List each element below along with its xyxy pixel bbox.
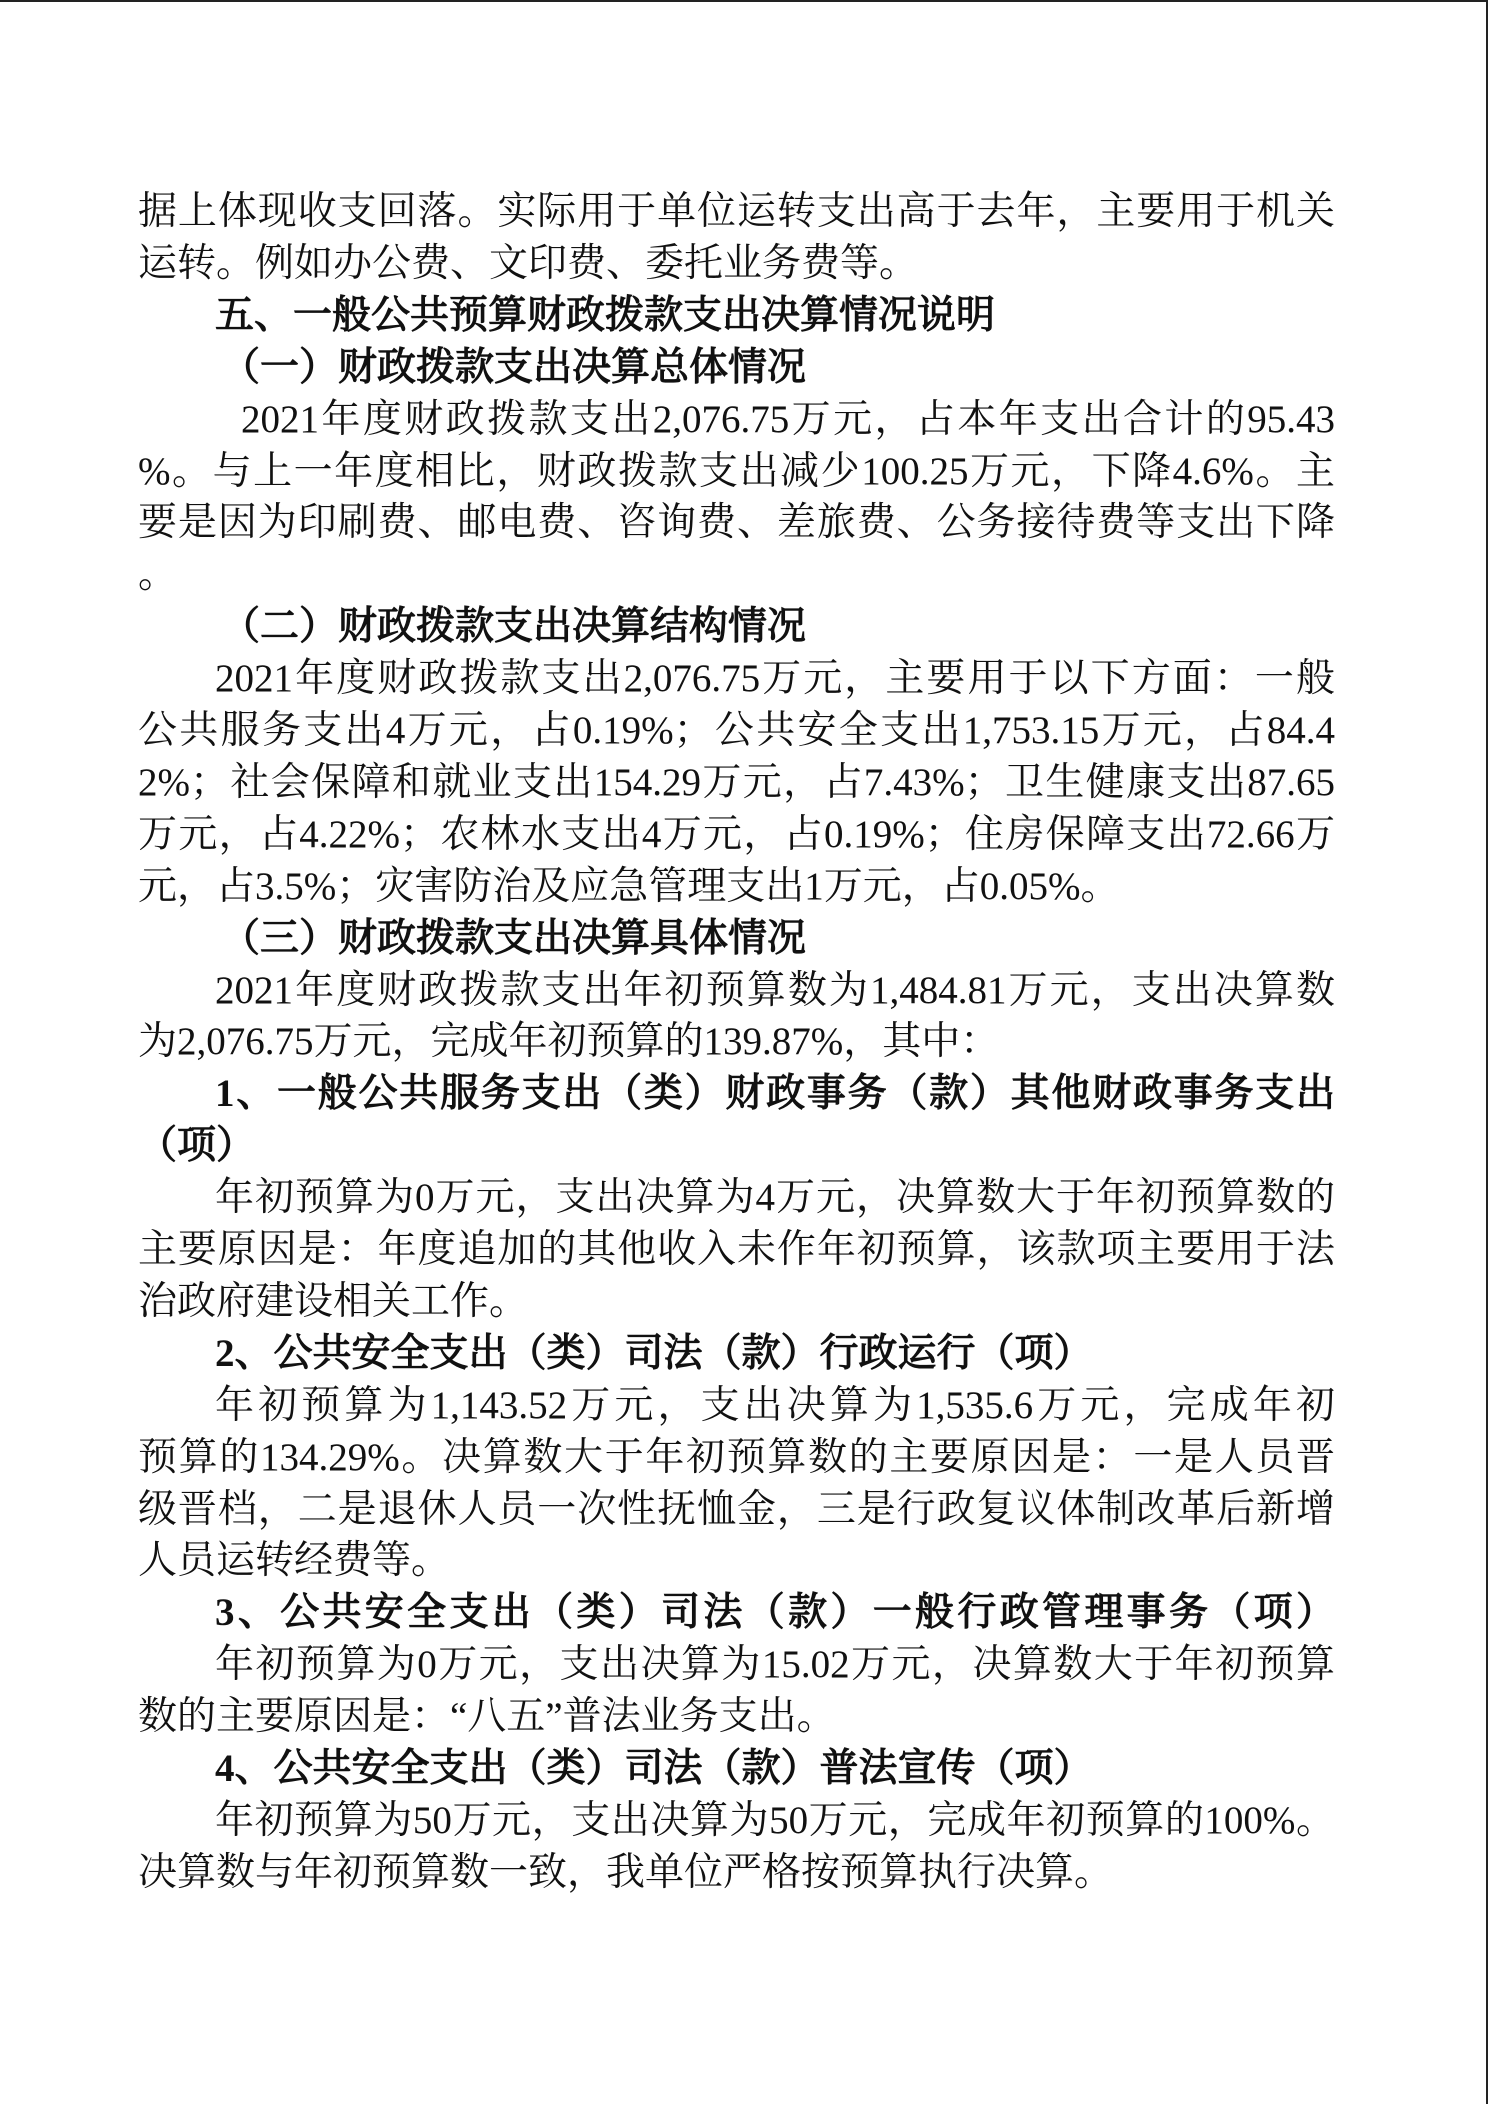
section-heading: （一）财政拨款支出决算总体情况 (221, 345, 807, 389)
paragraph-line: 元，占3.5%；灾害防治及应急管理支出1万元，占0.05%。 (138, 864, 1120, 908)
section-heading: （二）财政拨款支出决算结构情况 (221, 605, 807, 649)
paragraph-line: 万元，占4.22%；农林水支出4万元，占0.19%；住房保障支出72.66万 (138, 812, 1335, 856)
paragraph-line: 治政府建设相关工作。 (138, 1279, 529, 1323)
paragraph-line: 预算的134.29%。决算数大于年初预算数的主要原因是：一是人员晋 (138, 1435, 1335, 1479)
paragraph-line: 年初预算为1,143.52万元，支出决算为1,535.6万元，完成年初 (215, 1383, 1335, 1427)
section-heading: （项） (138, 1124, 256, 1168)
section-heading: 3、公共安全支出（类）司法（款）一般行政管理事务（项） (215, 1591, 1335, 1635)
section-heading: 2、公共安全支出（类）司法（款）行政运行（项） (215, 1331, 1093, 1375)
section-heading: 1、一般公共服务支出（类）财政事务（款）其他财政事务支出 (215, 1072, 1335, 1116)
paragraph-line: 为2,076.75万元，完成年初预算的139.87%，其中： (138, 1020, 1000, 1064)
paragraph-line: 年初预算为0万元，支出决算为15.02万元，决算数大于年初预算 (215, 1643, 1335, 1687)
section-heading: （三）财政拨款支出决算具体情况 (221, 916, 807, 960)
paragraph-line: 运转。例如办公费、文印费、委托业务费等。 (138, 241, 919, 285)
paragraph-line: 主要原因是：年度追加的其他收入未作年初预算，该款项主要用于法 (138, 1228, 1335, 1271)
paragraph-line: 据上体现收支回落。实际用于单位运转支出高于去年，主要用于机关 (138, 190, 1335, 233)
paragraph-line: 公共服务支出4万元，占0.19%；公共安全支出1,753.15万元，占84.4 (138, 709, 1335, 752)
paragraph-line: 级晋档，二是退休人员一次性抚恤金，三是行政复议体制改革后新增 (138, 1487, 1335, 1531)
section-heading: 五、一般公共预算财政拨款支出决算情况说明 (215, 293, 996, 337)
paragraph-line: 数的主要原因是：“八五”普法业务支出。 (138, 1695, 836, 1739)
paragraph-line: 。 (138, 553, 178, 597)
paragraph-line: 决算数与年初预算数一致，我单位严格按预算执行决算。 (138, 1850, 1114, 1894)
paragraph-line: 要是因为印刷费、邮电费、咨询费、差旅费、公务接待费等支出下降 (138, 501, 1335, 545)
paragraph-line: 2021年度财政拨款支出年初预算数为1,484.81万元，支出决算数 (215, 968, 1335, 1012)
paragraph-line: %。与上一年度相比，财政拨款支出减少100.25万元，下降4.6%。主 (138, 449, 1335, 493)
paragraph-line: 年初预算为0万元，支出决算为4万元，决算数大于年初预算数的 (215, 1176, 1335, 1220)
paragraph-line: 年初预算为50万元，支出决算为50万元，完成年初预算的100%。 (215, 1798, 1335, 1842)
section-heading: 4、公共安全支出（类）司法（款）普法宣传（项） (215, 1747, 1093, 1790)
paragraph-line: 人员运转经费等。 (138, 1539, 451, 1583)
paragraph-line: 2%；社会保障和就业支出154.29万元，占7.43%；卫生健康支出87.65 (138, 760, 1335, 804)
paragraph-line: 2021年度财政拨款支出2,076.75万元，主要用于以下方面：一般 (215, 657, 1335, 701)
paragraph-line: 2021年度财政拨款支出2,076.75万元，占本年支出合计的95.43 (241, 397, 1335, 441)
